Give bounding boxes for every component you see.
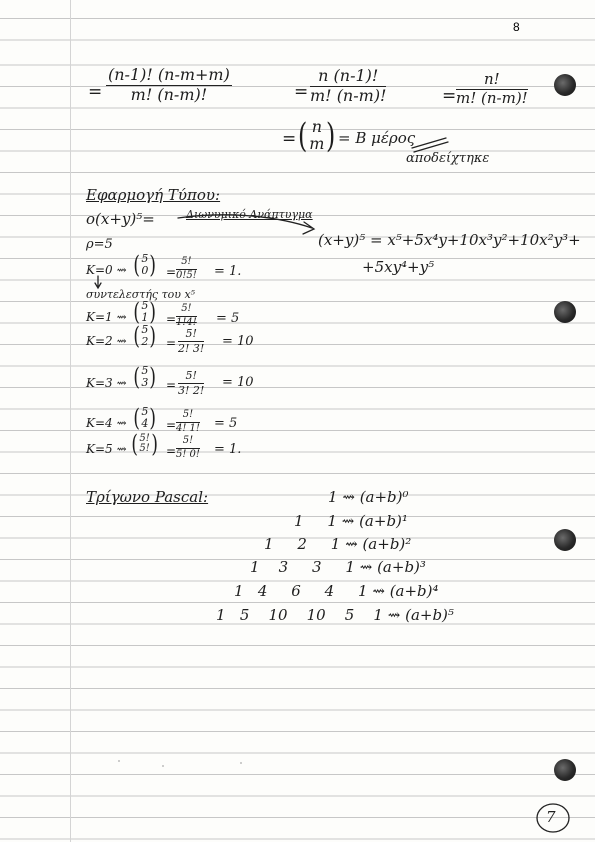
k2-label: K=2 ⇝ [86, 334, 127, 348]
k1-label: K=1 ⇝ [86, 310, 127, 324]
binomial-top: 5 [141, 252, 149, 266]
binomial-bottom: 1 [141, 311, 149, 324]
scan-dust [118, 760, 120, 762]
arrow: ⇝ [345, 535, 358, 553]
fraction-numerator: n (n-1)! [310, 68, 386, 87]
k0-note: συντελεστής του x⁵ [86, 288, 196, 301]
fraction-numerator: 5! [176, 436, 200, 449]
k5-binomial: ( 5! 5! ) [131, 430, 158, 458]
proof-equals: = [442, 86, 457, 106]
k4-binomial: ( 5 4 ) [133, 404, 157, 432]
k0-binomial: ( 5 0 ) [133, 251, 157, 279]
fraction-numerator: 5! [178, 328, 204, 342]
fraction-denominator: 1!4! [176, 316, 197, 328]
k2-result: = 10 [222, 334, 254, 349]
k2-binomial: ( 5 2 ) [133, 322, 157, 350]
binomial-expansion-tag: Διωνυμικό Ανάπτυγμα [186, 208, 313, 221]
fraction-numerator: 5! [176, 257, 197, 270]
pascal-power: (a+b)⁰ [359, 488, 409, 506]
expansion-line-1: (x+y)⁵ = x⁵+5x⁴y+10x³y²+10x²y³+ [318, 231, 581, 249]
binomial-bottom: 4 [141, 417, 149, 430]
scan-dust [240, 762, 242, 764]
sheet-number: 7 [546, 808, 556, 826]
pascal-coefficients: 1 2 1 [264, 535, 341, 553]
binomial-top: n [311, 117, 322, 137]
k1-binomial: ( 5 1 ) [133, 298, 157, 326]
k3-binomial: ( 5 3 ) [133, 363, 157, 391]
fraction-denominator: 5! 0! [176, 448, 200, 460]
page-number: 8 [513, 20, 520, 34]
k4-label: K=4 ⇝ [86, 416, 127, 430]
binomial-bottom: 2 [141, 335, 149, 348]
binomial-top: 5! [139, 432, 150, 444]
pascal-coefficients: 1 3 3 1 [250, 558, 355, 576]
k0-label: K=0 ⇝ [86, 263, 127, 277]
binomial-bottom: 3 [141, 376, 149, 389]
fraction-numerator: n! [456, 72, 528, 90]
proof-equals: = [294, 82, 309, 102]
k5-result: = 1. [214, 442, 242, 457]
pascal-power: (a+b)⁴ [389, 582, 439, 600]
fraction-denominator: 4! 1! [176, 422, 200, 434]
scan-dust [162, 765, 164, 767]
conclusion-text: = Β μέρος [338, 129, 416, 147]
p-value: ρ=5 [86, 237, 113, 252]
k5-label: K=5 ⇝ [86, 442, 127, 456]
pascal-coefficients: 1 [328, 488, 338, 506]
pascal-coefficients: 1 4 6 4 1 [234, 582, 368, 600]
arrow: ⇝ [387, 606, 401, 624]
binomial-top: 5 [141, 323, 149, 337]
fraction-denominator: 0!5! [176, 269, 197, 281]
pascal-power: (a+b)¹ [359, 512, 408, 530]
binomial-n-m: ( n m ) [297, 116, 336, 156]
binomial-top: 5 [141, 299, 149, 313]
fraction-denominator: m! (n-m)! [310, 85, 387, 105]
k1-result: = 5 [216, 311, 240, 326]
k3-label: K=3 ⇝ [86, 376, 127, 390]
binomial-bottom: 5! [139, 443, 150, 454]
tag-arrow [178, 215, 312, 228]
binomial-top: 5 [141, 405, 149, 419]
pascal-coefficients: 1 1 [294, 512, 337, 530]
k3-result: = 10 [222, 375, 254, 390]
arrow: ⇝ [341, 512, 355, 530]
example-expression: o(x+y)⁵= [86, 210, 155, 228]
pascal-power: (a+b)³ [377, 558, 426, 576]
fraction-denominator: m! (n-m)! [456, 88, 528, 107]
proved-text: αποδείχτηκε [406, 151, 490, 166]
fraction-numerator: (n-1)! (n-m+m) [108, 65, 230, 84]
pascal-power: (a+b)⁵ [405, 606, 454, 624]
proof-line2-equals: = [282, 129, 297, 149]
expansion-line-2: +5xy⁴+y⁵ [362, 258, 435, 276]
k4-result: = 5 [214, 416, 238, 431]
k0-result: = 1. [214, 264, 242, 279]
pascal-power: (a+b)² [362, 535, 412, 553]
arrow: ⇝ [372, 582, 385, 600]
fraction-numerator: 5! [178, 370, 204, 384]
fraction-denominator: 2! 3! [178, 341, 205, 355]
binomial-top: 5 [141, 364, 149, 378]
arrow: ⇝ [342, 488, 355, 506]
fraction-numerator: 5! [176, 304, 197, 317]
application-heading: Εφαρμογή Τύπου: [86, 186, 221, 204]
pascal-heading: Τρίγωνο Pascal: [86, 488, 209, 506]
binomial-bottom: 0 [141, 264, 149, 277]
k0-down-arrow [95, 276, 101, 288]
pascal-coefficients: 1 5 10 10 5 1 [216, 606, 383, 624]
fraction-denominator: 3! 2! [178, 383, 205, 397]
proof-line1-equals: = [88, 82, 103, 102]
notebook-page: 8 = $\frac{(n-1)! (n-m+m)}{m! (n-m)!}$ = $\frac{n (n-1)!}{m! (n-m)!}$ = $\frac{n!}{m! (n-m)!}$ = ( n m ) = Β μέρος αποδείχτηκε Εφαρμογή Τύπου: o(x+y)⁵= Διωνυμικό Ανάπτυγμα (x+y)⁵ = x⁵+5x⁴y+10x³y²+10x²y³+ +5xy⁴+y⁵ ρ=5 K=0 ⇝ ( 5 0 ) = $\frac{5!}{0!5!}$ = 1. συντελεστής του x⁵ K=1 ⇝ ( 5 1 ) = $\frac{5!}{1!4!}$ = 5 K=2 ⇝ ( 5 2 ) = $\frac{5!}{2! 3!}$ = 10 K=3 ⇝ ( 5 3 ) = $\frac{5!}{3! 2!}$ = 10 K=4 ⇝ ( 5 4 ) = $\frac{5!}{4! 1!}$ = 5 K=5 ⇝ ( 5! 5! ) = $\frac{5!}{5! 0!}$ = 1. Τρίγωνο Pascal: 1 ⇝ (a+b)⁰ 1 1 ⇝ (a+b)¹ 1 2 1 ⇝ (a+b)² 1 3 3 1 ⇝ (a+b)³ 1 4 6 4 1 ⇝ (a+b)⁴ 1 5 10 10 5 1 ⇝ (a+b)⁵ 7 [0, 0, 595, 842]
fraction-denominator: m! (n-m)! [130, 84, 208, 104]
fraction-numerator: 5! [176, 410, 200, 423]
arrow: ⇝ [359, 558, 373, 576]
tag-arrowhead [303, 222, 314, 234]
binomial-bottom: m [309, 134, 325, 153]
proof-double-strike [412, 138, 448, 152]
